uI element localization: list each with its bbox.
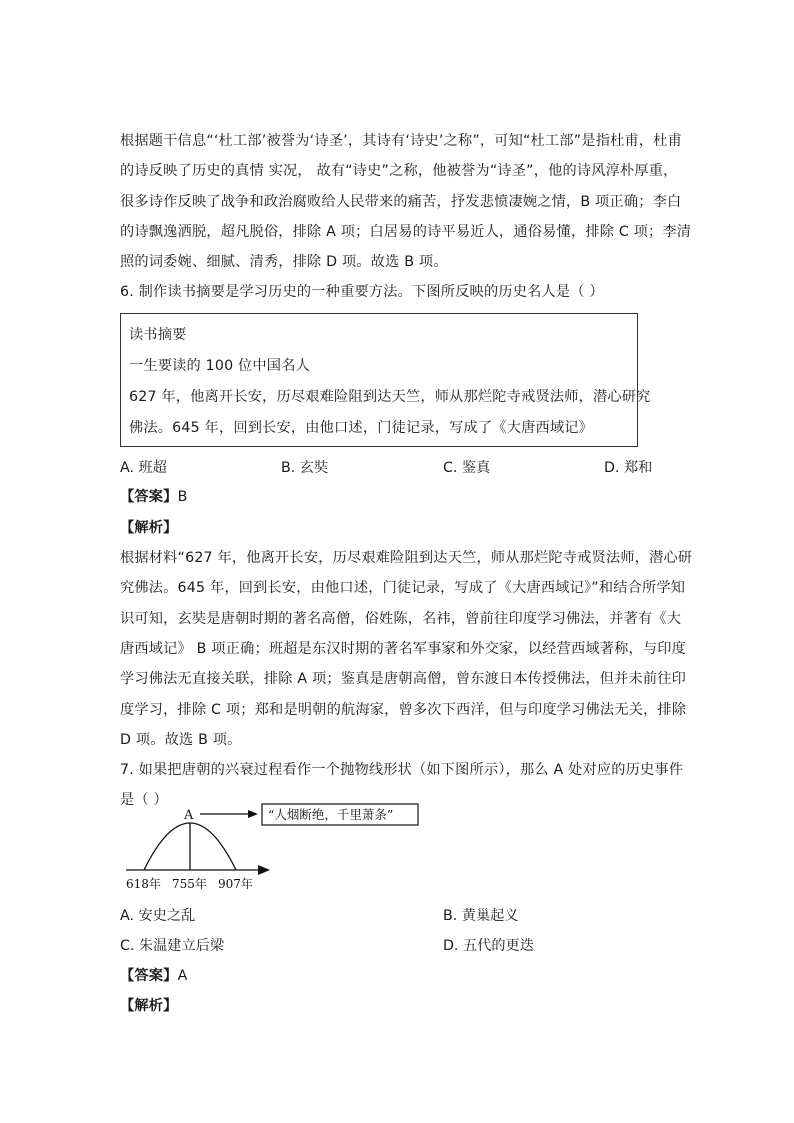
quote-arrow-head [248, 810, 258, 818]
analysis-line: 学习佛法无直接关联，排除 A 项；鉴真是唐朝高僧，曾东渡日本传授佛法，但并未前往印 [120, 671, 687, 687]
analysis-line: 根据材料“627 年，他离开长安，历尽艰难险阻到达天竺，师从那烂陀寺戒贤法师，潜心研 [120, 550, 693, 566]
paragraph-line: 照的词委婉、细腻、清秀，排除 D 项。故选 B 项。 [120, 254, 448, 270]
box-line: 一生要读的 100 位中国名人 [129, 358, 310, 374]
tick-618: 618年 [126, 877, 161, 891]
answer-label: 【答案】 [120, 489, 178, 505]
peak-label: A [184, 808, 194, 823]
analysis-line: 唐西域记》 B 项正确；班超是东汉时期的著名军事家和外交家，以经营西域著称，与印度 [120, 641, 687, 657]
q6-option-a: A. 班超 [120, 460, 167, 476]
q7-analysis-label: 【解析】 [120, 998, 178, 1014]
box-line: 627 年，他离开长安，历尽艰难险阻到达天竺，师从那烂陀寺戒贤法师，潜心研究 [129, 389, 651, 405]
quote-text: “人烟断绝，千里萧条” [268, 807, 394, 822]
q6-analysis-label: 【解析】 [120, 520, 178, 536]
paragraph-line: 的诗飘逸洒脱，超凡脱俗，排除 A 项；白居易的诗平易近人，通俗易懂，排除 C 项；李清 [120, 224, 692, 240]
paragraph-line: 根据题干信息“‘杜工部’被誉为‘诗圣’，其诗有‘诗史’之称”，可知“杜工部”是指杜甫，杜甫 [120, 133, 683, 149]
analysis-line: D 项。故选 B 项。 [120, 732, 242, 748]
q6-option-d: D. 郑和 [604, 460, 653, 476]
question-7-stem-cont: 是（ ） [120, 792, 168, 808]
q7-option-b: B. 黄巢起义 [443, 908, 519, 924]
answer-value: A [177, 968, 188, 984]
tick-755: 755年 [172, 877, 207, 891]
question-7-stem: 7. 如果把唐朝的兴衰过程看作一个抛物线形状（如下图所示），那么 A 处对应的历史事件 [120, 762, 684, 778]
q6-answer [120, 487, 188, 507]
q7-option-c: C. 朱温建立后梁 [120, 938, 225, 954]
question-6-stem: 6. 制作读书摘要是学习历史的一种重要方法。下图所反映的历史名人是（ ） [120, 284, 604, 300]
q7-option-a: A. 安史之乱 [120, 908, 196, 924]
analysis-line: 度学习，排除 C 项；郑和是明朝的航海家，曾多次下西洋，但与印度学习佛法无关，排除 [120, 702, 687, 718]
box-line: 佛法。645 年，回到长安，由他口述，门徒记录，写成了《大唐西域记》 [129, 420, 594, 436]
q7-answer [120, 966, 187, 986]
q7-option-d: D. 五代的更迭 [443, 938, 534, 954]
analysis-line: 识可知，玄奘是唐朝时期的著名高僧，俗姓陈，名祎，曾前往印度学习佛法，并著有《大 [120, 611, 682, 627]
analysis-line: 究佛法。645 年，回到长安，由他口述，门徒记录，写成了《大唐西域记》”和结合所学知 [120, 580, 686, 596]
tang-dynasty-parabola-figure [118, 800, 428, 900]
paragraph-line: 很多诗作反映了战争和政治腐败给人民带来的痛苦，抒发悲愤凄婉之情，B 项正确；李白 [120, 194, 682, 210]
q6-option-b: B. 玄奘 [281, 460, 329, 476]
x-axis-arrow [258, 865, 270, 875]
answer-label: 【答案】 [120, 968, 178, 984]
q6-option-c: C. 鉴真 [443, 460, 491, 476]
reading-summary-box [120, 313, 651, 447]
answer-value: B [177, 489, 188, 505]
tick-907: 907年 [218, 877, 253, 891]
box-line: 读书摘要 [129, 327, 187, 343]
paragraph-line: 的诗反映了历史的真情 实况， 故有“诗史”之称，他被誉为“诗圣”，他的诗风淳朴厚重， [120, 163, 678, 179]
